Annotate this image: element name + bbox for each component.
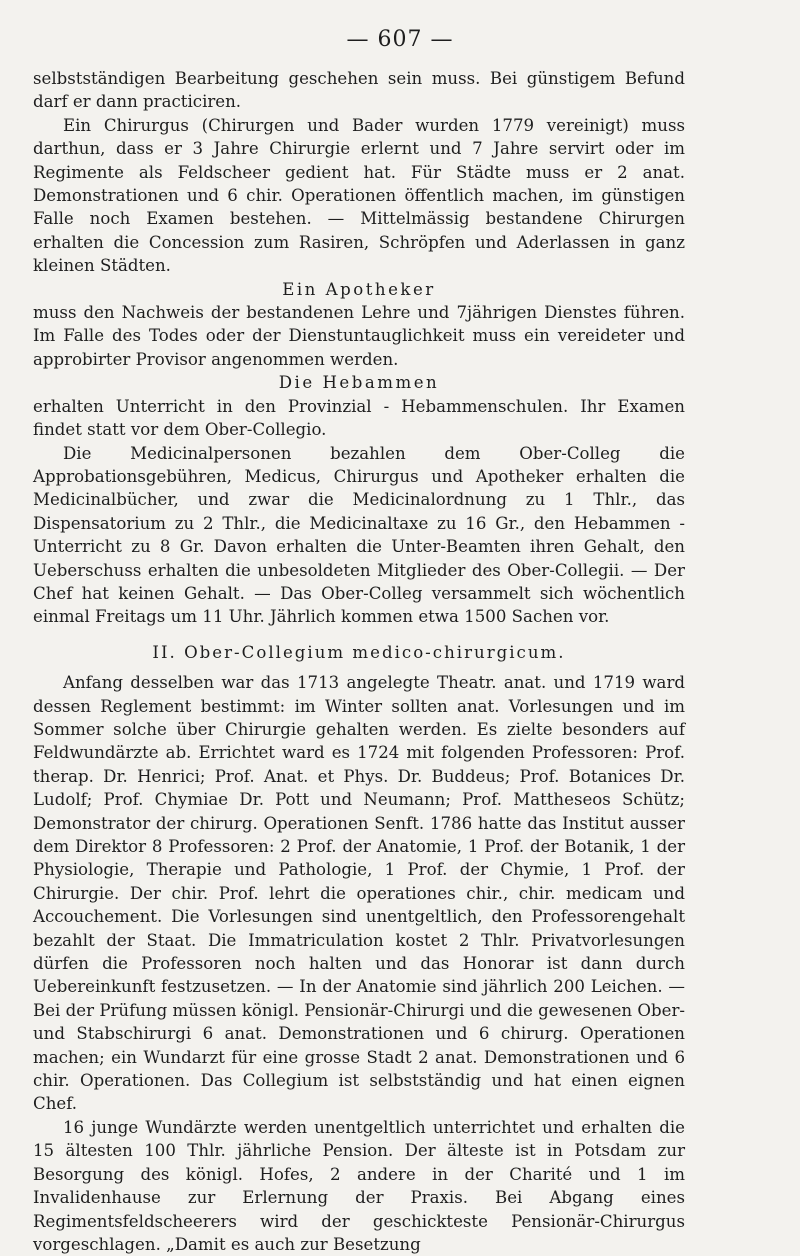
paragraph: Anfang desselben war das 1713 angelegte Theatr. anat. und 1719 ward dessen Reglement bestimmt: im Winter sollten anat. Vorlesungen und im Sommer solche über Chirurgie gehalten werden. Es zielte besonders auf Feldwundärzte ab. Errichtet ward es 1724 mit folgenden Professoren: Prof. therap. Dr. Henrici; Prof. Anat. et Phys. Dr. Buddeus; Prof. Botanices Dr. Ludolf; Prof. Chymiae Dr. Pott und Neumann; Prof. Mattheseos Schütz; Demonstrator der chirurg. Operationen Senft. 1786 hatte das Institut ausser dem Direktor 8 Professoren: 2 Prof. der Anatomie, 1 Prof. der Botanik, 1 der Physiologie, Therapie und Pathologie, 1 Prof. der Chymie, 1 Prof. der Chirurgie. Der chir. Prof. lehrt die operationes chir., chir. medicam und Accouchement. Die Vorlesungen sind unentgeltlich, den Professorengehalt bezahlt der Staat. Die Immatriculation kostet 2 Thlr. Privatvorlesungen dürfen die Professoren noch halten und das Honorar ist dann durch Uebereinkunft festzusetzen. — In der Anatomie sind jährlich 200 Leichen. — Bei der Prüfung müssen königl. Pensionär-Chirurgi und die gewesenen Ober- und Stabschirurgi 6 anat. Demonstrationen und 6 chirurg. Operationen machen; ein Wundarzt für eine grosse Stadt 2 anat. Demonstrationen und 6 chir. Operationen. Das Collegium ist selbstständig und hat einen eignen Chef. (33, 673, 685, 1114)
page-body (33, 67, 685, 1256)
page-number: — 607 — (346, 27, 454, 52)
subheading-apotheker: Ein Apotheker (282, 279, 436, 299)
subheading-hebammen: Die Hebammen (278, 373, 440, 393)
paragraph: selbstständigen Bearbeitung geschehen sein muss. Bei günstigem Befund darf er dann practiciren. (33, 69, 685, 112)
section-title: II. Ober-Collegium medico-chirurgicum. (152, 642, 566, 662)
paragraph: muss den Nachweis der bestandenen Lehre und 7jährigen Dienstes führen. Im Falle des Todes oder der Dienstuntauglichkeit muss ein vereideter und approbirter Provisor angenommen werden. (33, 303, 685, 369)
paragraph: Ein Chirurgus (Chirurgen und Bader wurden 1779 vereinigt) muss darthun, dass er 3 Jahre Chirurgie erlernt und 7 Jahre servirt oder im Regimente als Feldscheer gedient hat. Für Städte muss er 2 anat. Demonstrationen und 6 chir. Operationen öffentlich machen, im günstigen Falle noch Examen bestehen. — Mittelmässig bestandene Chirurgen erhalten die Concession zum Rasiren, Schröpfen und Aderlassen in ganz kleinen Städten. (33, 115, 685, 276)
paragraph: 16 junge Wundärzte werden unentgeltlich unterrichtet und erhalten die 15 ältesten 100 Thlr. jährliche Pension. Der älteste ist in Potsdam zur Besorgung des königl. Hofes, 2 andere in der Charité und 1 im Invalidenhause zur Erlernung der Praxis. Bei Abgang eines Regimentsfeldscheerers wird der geschickteste Pensionär-Chirurgus vorgeschlagen. „Damit es auch zur Besetzung (33, 1117, 685, 1254)
paragraph: erhalten Unterricht in den Provinzial - Hebammenschulen. Ihr Examen findet statt vor dem Ober-Collegio. (33, 396, 685, 440)
paragraph: Die Medicinalpersonen bezahlen dem Ober-Colleg die Approbationsgebühren, Medicus, Chirurgus und Apotheker erhalten die Medicinalbücher, und zwar die Medicinalordnung zu 1 Thlr., das Dispensatorium zu 2 Thlr., die Medicinaltaxe zu 16 Gr., den Hebammen - Unterricht zu 8 Gr. Davon erhalten die Unter-Beamten ihren Gehalt, den Ueberschuss erhalten die unbesoldeten Mitglieder des Ober-Collegii. — Der Chef hat keinen Gehalt. — Das Ober-Colleg versammelt sich wöchentlich einmal Freitags um 11 Uhr. Jährlich kommen etwa 1500 Sachen vor. (33, 443, 685, 627)
